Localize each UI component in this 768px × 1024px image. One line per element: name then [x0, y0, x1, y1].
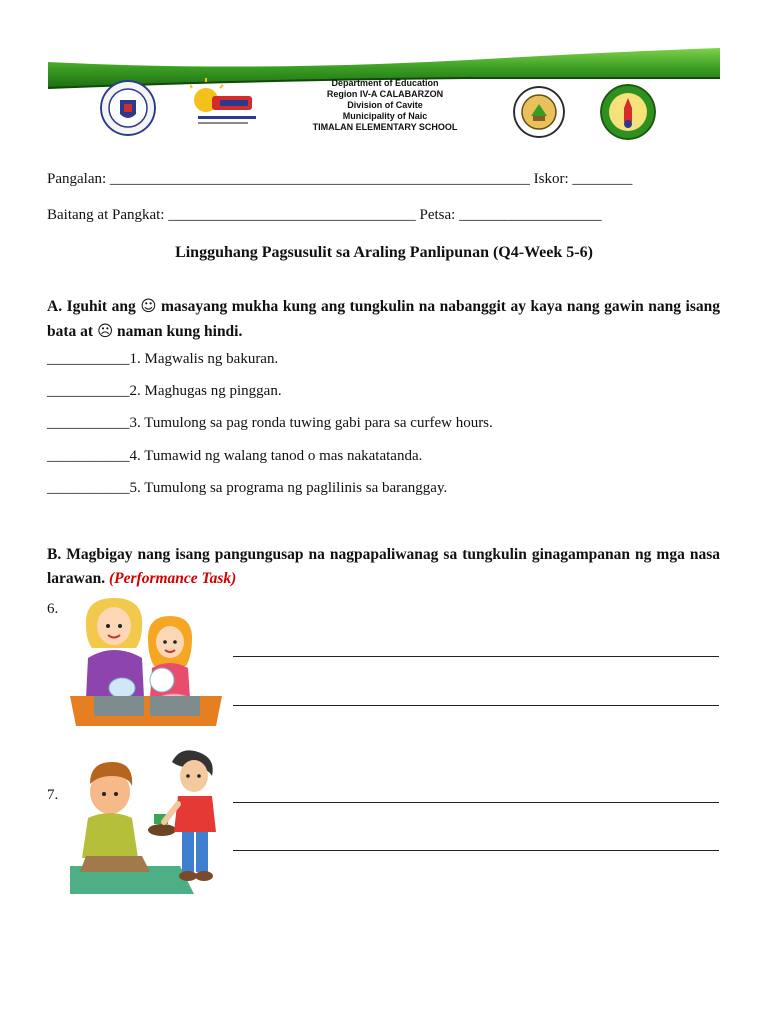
answer-line[interactable] — [233, 850, 719, 851]
answer-line[interactable] — [233, 656, 719, 657]
list-item — [47, 383, 282, 400]
date-field[interactable]: ___________________ — [459, 207, 602, 223]
list-item — [47, 480, 447, 497]
boy-giving-money-to-beggar-illustration — [66, 748, 230, 898]
header-line: Region IV-A CALABARZON — [326, 89, 444, 99]
item-text: 5. Tumulong sa programa ng paglilinis sa baranggay. — [129, 480, 448, 496]
name-label: Pangalan: — [47, 171, 110, 187]
part-b-instruction — [47, 543, 720, 591]
grade-date-line — [47, 207, 602, 224]
mother-and-girl-washing-dishes-illustration — [66, 596, 226, 730]
date-label: Petsa: — [415, 207, 460, 223]
answer-blank[interactable]: ___________ — [47, 351, 130, 367]
item-number: 7. — [47, 787, 59, 803]
score-label: Iskor: — [529, 171, 573, 187]
list-item — [47, 415, 493, 432]
answer-blank[interactable]: ___________ — [47, 448, 130, 464]
header-line: TIMALAN ELEMENTARY SCHOOL — [312, 122, 458, 132]
sad-face-icon: ☹ — [96, 322, 114, 340]
list-item — [47, 351, 278, 368]
header-address — [270, 78, 500, 133]
grade-label: Baitang at Pangkat: — [47, 207, 169, 223]
name-field[interactable]: ________________________________________________________ — [109, 171, 530, 187]
deped-cavite-logo-icon — [190, 78, 264, 128]
header-line: Department of Education — [331, 78, 439, 88]
part-a-instruction — [47, 294, 720, 344]
part-b-text: B. Magbigay nang isang pangungusap na nagpapaliwanag sa tungkulin ginagampanan ng mga nasa larawan. — [47, 546, 720, 587]
school-seal-icon — [513, 86, 565, 138]
happy-face-icon: ☺ — [140, 297, 157, 315]
score-field[interactable]: ________ — [572, 171, 633, 187]
name-score-line — [47, 171, 632, 188]
performance-task-label: (Performance Task) — [109, 570, 237, 587]
answer-blank[interactable]: ___________ — [47, 415, 130, 431]
part-a-text: naman kung hindi. — [113, 323, 243, 340]
answer-blank[interactable]: ___________ — [47, 383, 130, 399]
municipality-seal-icon — [600, 84, 656, 140]
item-text: 4. Tumawid ng walang tanod o mas nakatatanda. — [129, 448, 423, 464]
list-item — [47, 448, 422, 465]
part-a-text: masayang mukha kung ang tungkulin na nabanggit ay kaya nang gawin nang isang bata at — [47, 298, 721, 340]
item-text: 2. Maghugas ng pinggan. — [129, 383, 282, 399]
grade-field[interactable]: _________________________________ — [168, 207, 416, 223]
answer-line[interactable] — [233, 802, 719, 803]
item-text: 3. Tumulong sa pag ronda tuwing gabi para sa curfew hours. — [129, 415, 493, 431]
header-line: Division of Cavite — [347, 100, 423, 110]
answer-blank[interactable]: ___________ — [47, 480, 130, 496]
answer-line[interactable] — [233, 705, 719, 706]
header-line: Municipality of Naic — [342, 111, 428, 121]
deped-seal-icon — [100, 80, 156, 136]
page-title: Lingguhang Pagsusulit sa Araling Panlipunan (Q4-Week 5-6) — [175, 244, 593, 261]
item-number: 6. — [47, 601, 59, 617]
part-a-text: A. Iguhit ang — [47, 298, 141, 315]
item-text: 1. Magwalis ng bakuran. — [129, 351, 279, 367]
